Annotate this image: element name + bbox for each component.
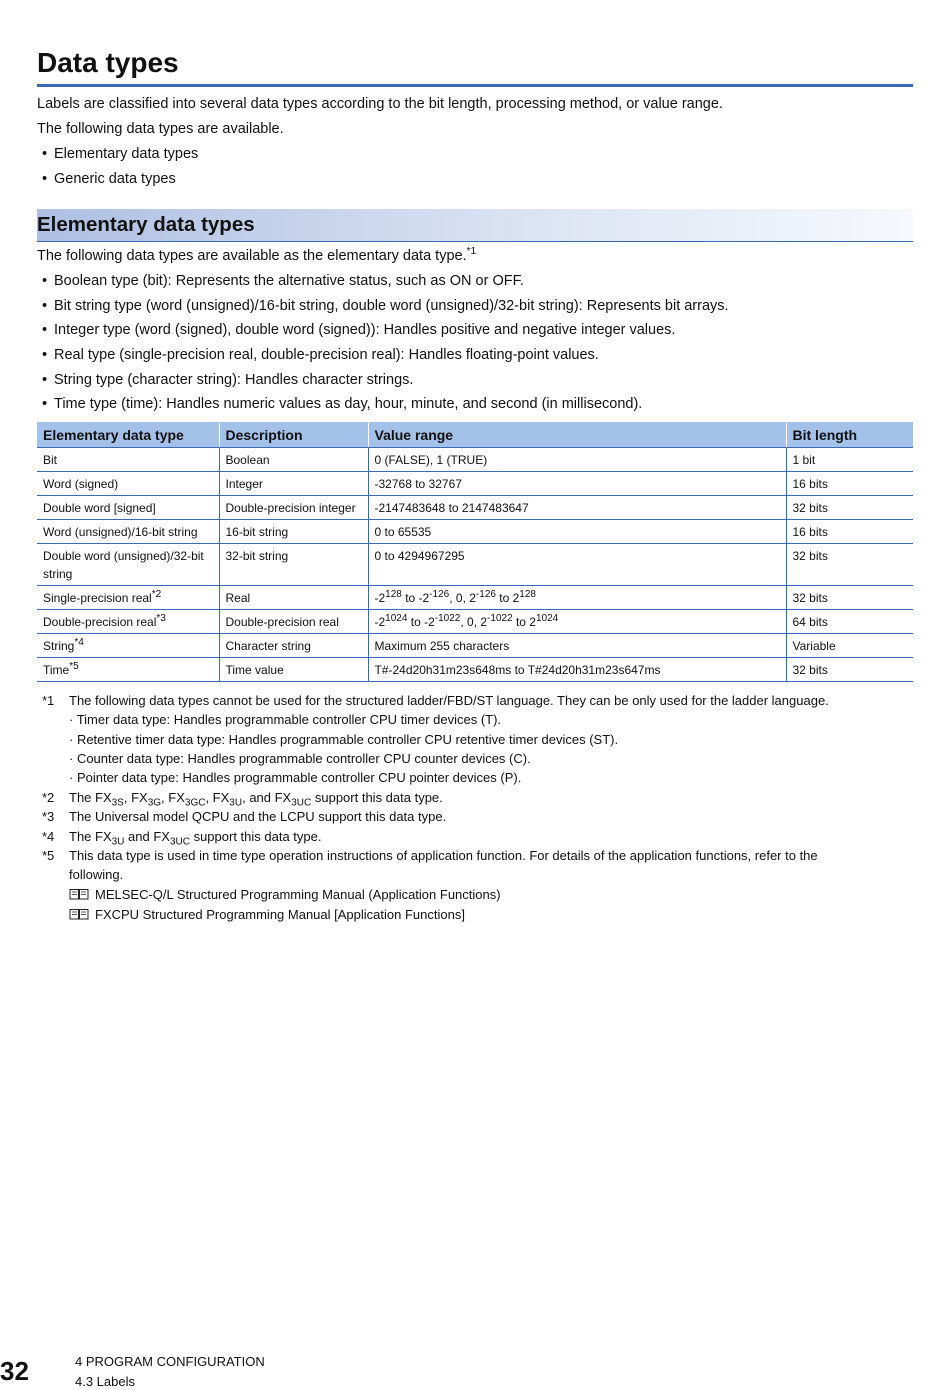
footnote-4: *4 The $FX_{3U}$ and $FX_{3UC}$ support this data type. xyxy=(42,829,322,848)
manual-reference-link[interactable]: MELSEC-Q/L Structured Programming Manual (Application Functions) xyxy=(69,886,501,903)
cell-bits: 16 bits xyxy=(786,472,913,496)
footer-section: 4.3 Labels xyxy=(75,1374,135,1389)
type-bullet: • String type (character string): Handles character strings. xyxy=(42,371,413,389)
book-icon xyxy=(69,888,89,900)
cell-range: -2147483648 to 2147483647 xyxy=(368,496,786,520)
manual-reference-link[interactable]: FXCPU Structured Programming Manual [Application Functions] xyxy=(69,906,465,923)
type-bullet: • Real type (single-precision real, double-precision real): Handles floating-point values. xyxy=(42,346,599,364)
footnote-ref[interactable]: *1 xyxy=(466,246,477,258)
cell-type: Word (unsigned)/16-bit string xyxy=(37,520,219,544)
cell-range: $-2^{128}$ to $-2^{-126}$, 0, $2^{-126}$ to $2^{128}$ xyxy=(368,586,786,610)
footnote-1: *1 The following data types cannot be used for the structured ladder/FBD/ST language. They can be only used for the ladder language. xyxy=(42,693,829,708)
cell-description: Boolean xyxy=(219,448,368,472)
cell-range: T#-24d20h31m23s648ms to T#24d20h31m23s647ms xyxy=(368,658,786,682)
column-header: Value range xyxy=(368,422,786,448)
section-title: Elementary data types xyxy=(37,209,913,242)
footnote-1-item: · Retentive timer data type: Handles programmable controller CPU retentive timer devices (ST). xyxy=(69,732,619,747)
type-bullet: • Bit string type (word (unsigned)/16-bit string, double word (unsigned)/32-bit string): Represents bit arrays. xyxy=(42,297,729,315)
cell-description: 16-bit string xyxy=(219,520,368,544)
cell-bits: Variable xyxy=(786,634,913,658)
cell-range: 0 to 65535 xyxy=(368,520,786,544)
footnote-ref[interactable]: *3 xyxy=(156,613,166,624)
cell-bits: 64 bits xyxy=(786,610,913,634)
table-row xyxy=(37,610,913,634)
cell-description: 32-bit string xyxy=(219,544,368,586)
cell-description: Double-precision real xyxy=(219,610,368,634)
table-row xyxy=(37,544,913,586)
book-icon xyxy=(69,908,89,920)
column-header: Bit length xyxy=(786,422,913,448)
intro-line-2: The following data types are available. xyxy=(37,121,284,137)
data-types-table xyxy=(37,422,913,682)
footnote-5: *5 This data type is used in time type operation instructions of application function. For details of the application functions, refer to the xyxy=(42,848,818,863)
table-row xyxy=(37,496,913,520)
footnote-3: *3 The Universal model QCPU and the LCPU support this data type. xyxy=(42,809,447,824)
footer-chapter: 4 PROGRAM CONFIGURATION xyxy=(75,1354,265,1369)
cell-range: $-2^{1024}$ to $-2^{-1022}$, 0, $2^{-1022}$ to $2^{1024}$ xyxy=(368,610,786,634)
cell-bits: 32 bits xyxy=(786,658,913,682)
cell-type: Time$^{*5}$ xyxy=(37,658,219,682)
page-number: 32 xyxy=(0,1356,29,1386)
cell-type: Double-precision real$^{*3}$ xyxy=(37,610,219,634)
column-header: Elementary data type xyxy=(37,422,219,448)
cell-description: Character string xyxy=(219,634,368,658)
table-row xyxy=(37,448,913,472)
cell-description: Integer xyxy=(219,472,368,496)
table-row xyxy=(37,520,913,544)
cell-description: Double-precision integer xyxy=(219,496,368,520)
footnote-ref[interactable]: *5 xyxy=(69,661,79,672)
cell-type: Single-precision real$^{*2}$ xyxy=(37,586,219,610)
cell-range: Maximum 255 characters xyxy=(368,634,786,658)
cell-range: -32768 to 32767 xyxy=(368,472,786,496)
table-header-row xyxy=(37,422,913,448)
cell-range: 0 (FALSE), 1 (TRUE) xyxy=(368,448,786,472)
table-row xyxy=(37,472,913,496)
type-bullet: • Boolean type (bit): Represents the alternative status, such as ON or OFF. xyxy=(42,272,524,290)
footnote-ref[interactable]: *2 xyxy=(151,589,162,600)
cell-bits: 32 bits xyxy=(786,586,913,610)
type-bullet: • Integer type (word (signed), double word (signed)): Handles positive and negative integer values. xyxy=(42,321,675,339)
cell-type: Double word (unsigned)/32-bit string xyxy=(37,544,219,586)
footnote-ref[interactable]: *4 xyxy=(74,637,84,648)
footnote-1-item: · Counter data type: Handles programmable controller CPU counter devices (C). xyxy=(69,751,531,766)
page-title: Data types xyxy=(37,46,913,87)
type-bullet: • Time type (time): Handles numeric values as day, hour, minute, and second (in millisecond). xyxy=(42,395,642,413)
table-row xyxy=(37,586,913,610)
table-row xyxy=(37,634,913,658)
footnote-1-item: · Pointer data type: Handles programmable controller CPU pointer devices (P). xyxy=(69,770,522,785)
intro-bullet: • Generic data types xyxy=(42,170,176,188)
cell-type: String$^{*4}$ xyxy=(37,634,219,658)
intro-bullet: • Elementary data types xyxy=(42,145,198,163)
cell-bits: 1 bit xyxy=(786,448,913,472)
footnote-5-continued: following. xyxy=(69,867,124,882)
column-header: Description xyxy=(219,422,368,448)
section-lead: The following data types are available as the elementary data type.$^{*1}$ xyxy=(37,246,477,264)
cell-bits: 32 bits xyxy=(786,496,913,520)
cell-description: Time value xyxy=(219,658,368,682)
cell-type: Double word [signed] xyxy=(37,496,219,520)
footnote-2: *2 The $FX_{3S}$, $FX_{3G}$, $FX_{3GC}$, $FX_{3U}$, and $FX_{3UC}$ support this data type. xyxy=(42,790,443,809)
intro-line-1: Labels are classified into several data types according to the bit length, processing method, or value range. xyxy=(37,96,723,112)
cell-description: Real xyxy=(219,586,368,610)
table-row xyxy=(37,658,913,682)
cell-range: 0 to 4294967295 xyxy=(368,544,786,586)
cell-bits: 32 bits xyxy=(786,544,913,586)
cell-type: Word (signed) xyxy=(37,472,219,496)
cell-type: Bit xyxy=(37,448,219,472)
footnote-1-item: · Timer data type: Handles programmable controller CPU timer devices (T). xyxy=(69,712,502,727)
cell-bits: 16 bits xyxy=(786,520,913,544)
